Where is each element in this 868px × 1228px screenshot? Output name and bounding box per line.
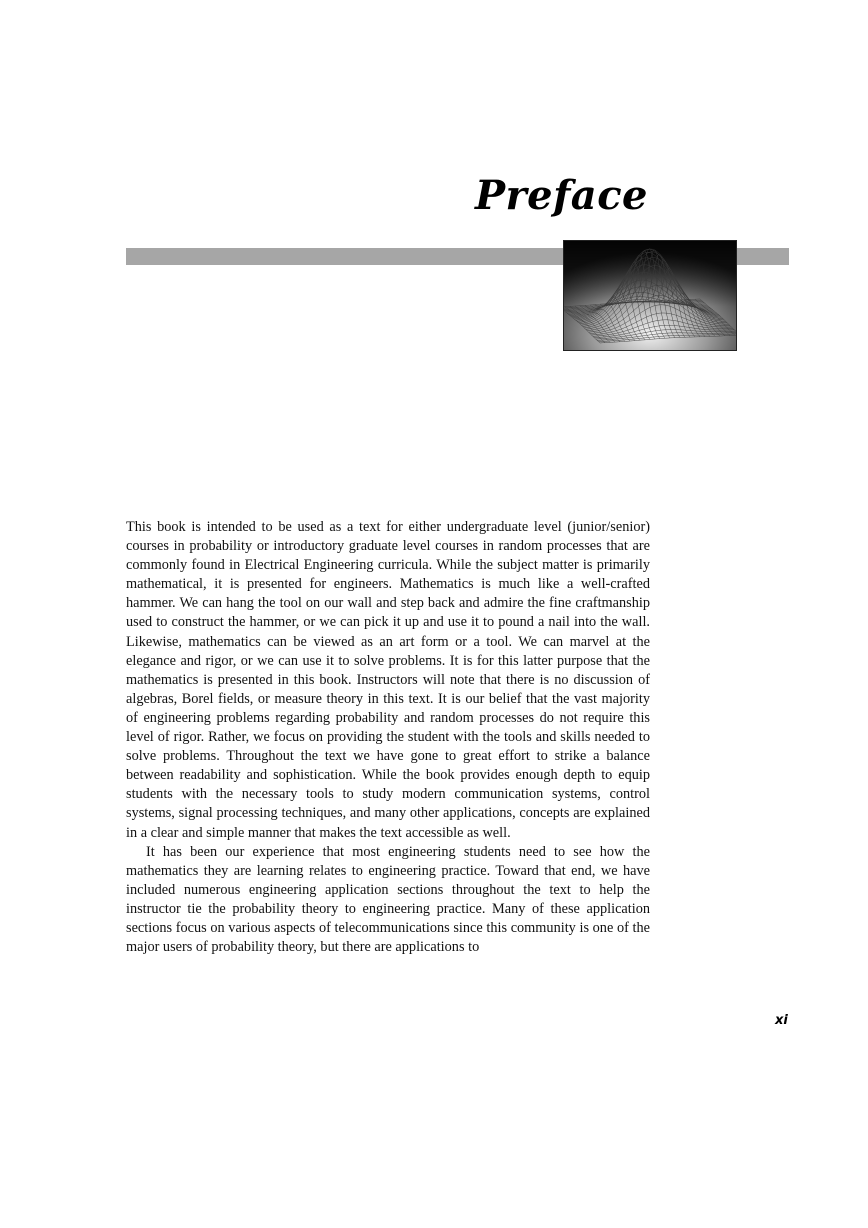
preface-body <box>126 518 650 957</box>
gaussian-surface-icon <box>563 240 737 351</box>
page-number: xi <box>775 1013 788 1028</box>
paragraph-2: It has been our experience that most engineering students need to see how the mathematics they are learning relates to engineering practice. Toward that end, we have included numerous engineering application sections throughout the text to help the instructor tie the probability theory to engineering practice. Many of these application sections focus on various aspects of telecommunications since this community is one of the major users of probability theory, but there are applications to <box>126 843 650 956</box>
gaussian-surface-graphic <box>564 241 736 350</box>
page-title: Preface <box>474 172 648 219</box>
paragraph-1: This book is intended to be used as a text for either undergraduate level (junior/senior) courses in probability or introductory graduate level courses in random processes that are commonly found in Electrical Engineering curricula. While the subject matter is primarily mathematical, it is presented for engineers. Mathematics is much like a well-crafted hammer. We can hang the tool on our wall and step back and admire the fine craftmanship used to construct the hammer, or we can pick it up and use it to pound a nail into the wall. Likewise, mathematics can be viewed as an art form or a tool. We can marvel at the elegance and rigor, or we can use it to solve problems. It is for this latter purpose that the mathematics is presented in this book. Instructors will note that there is no discussion of algebras, Borel fields, or measure theory in this text. It is our belief that the vast majority of engineering problems regarding probability and random processes do not require this level of rigor. Rather, we focus on providing the student with the tools and skills needed to solve problems. Throughout the text we have gone to great effort to strike a balance between readability and sophistication. While the book provides enough depth to equip students with the necessary tools to study modern communication systems, control systems, signal processing techniques, and many other applications, concepts are explained in a clear and simple manner that makes the text accessible as well. <box>126 519 650 841</box>
